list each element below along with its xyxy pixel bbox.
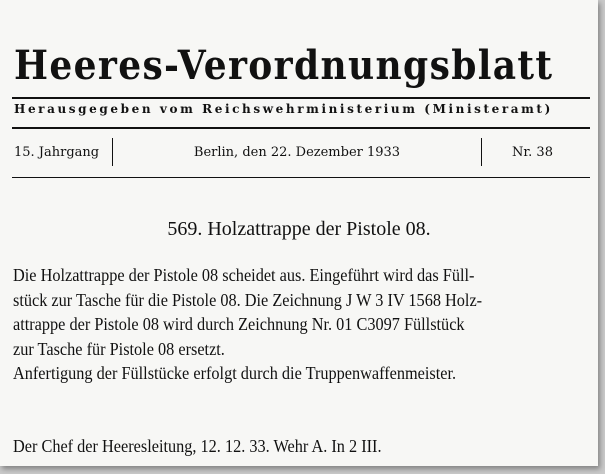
body-line: zur Tasche für Pistole 08 ersetzt. [13,338,225,359]
article-heading: 569. Holzattrappe der Pistole 08. [167,218,431,240]
issue-place-date: Berlin, den 22. Dezember 1933 [193,144,401,160]
issue-number: Nr. 38 [512,144,553,160]
body-line: stück zur Tasche für die Pistole 08. Die Zeichnung J W 3 IV 1568 Holz- [13,289,483,310]
article-signature: Der Chef der Heeresleitung, 12. 12. 33. Wehr A. In 2 III. [13,436,382,456]
header-rule-bottom [12,177,590,178]
issue-info-bar [12,138,590,166]
masthead-rule [12,97,590,99]
body-line: attrappe der Pistole 08 wird durch Zeichnung Nr. 01 C3097 Füllstück [13,314,465,334]
article-body [13,263,548,386]
header-rule-top [12,127,590,129]
body-line: Die Holzattrappe der Pistole 08 scheidet aus. Eingeführt wird das Füll- [13,265,475,285]
body-line: Anfertigung der Füllstücke erfolgt durch die Truppenwaffenmeister. [13,363,457,383]
issue-jahrgang: 15. Jahrgang [14,144,100,160]
masthead-subtitle: Herausgegeben vom Reichswehrministerium (Ministeramt) [14,102,553,116]
masthead-title: Heeres-Verordnungsblatt [14,42,554,89]
